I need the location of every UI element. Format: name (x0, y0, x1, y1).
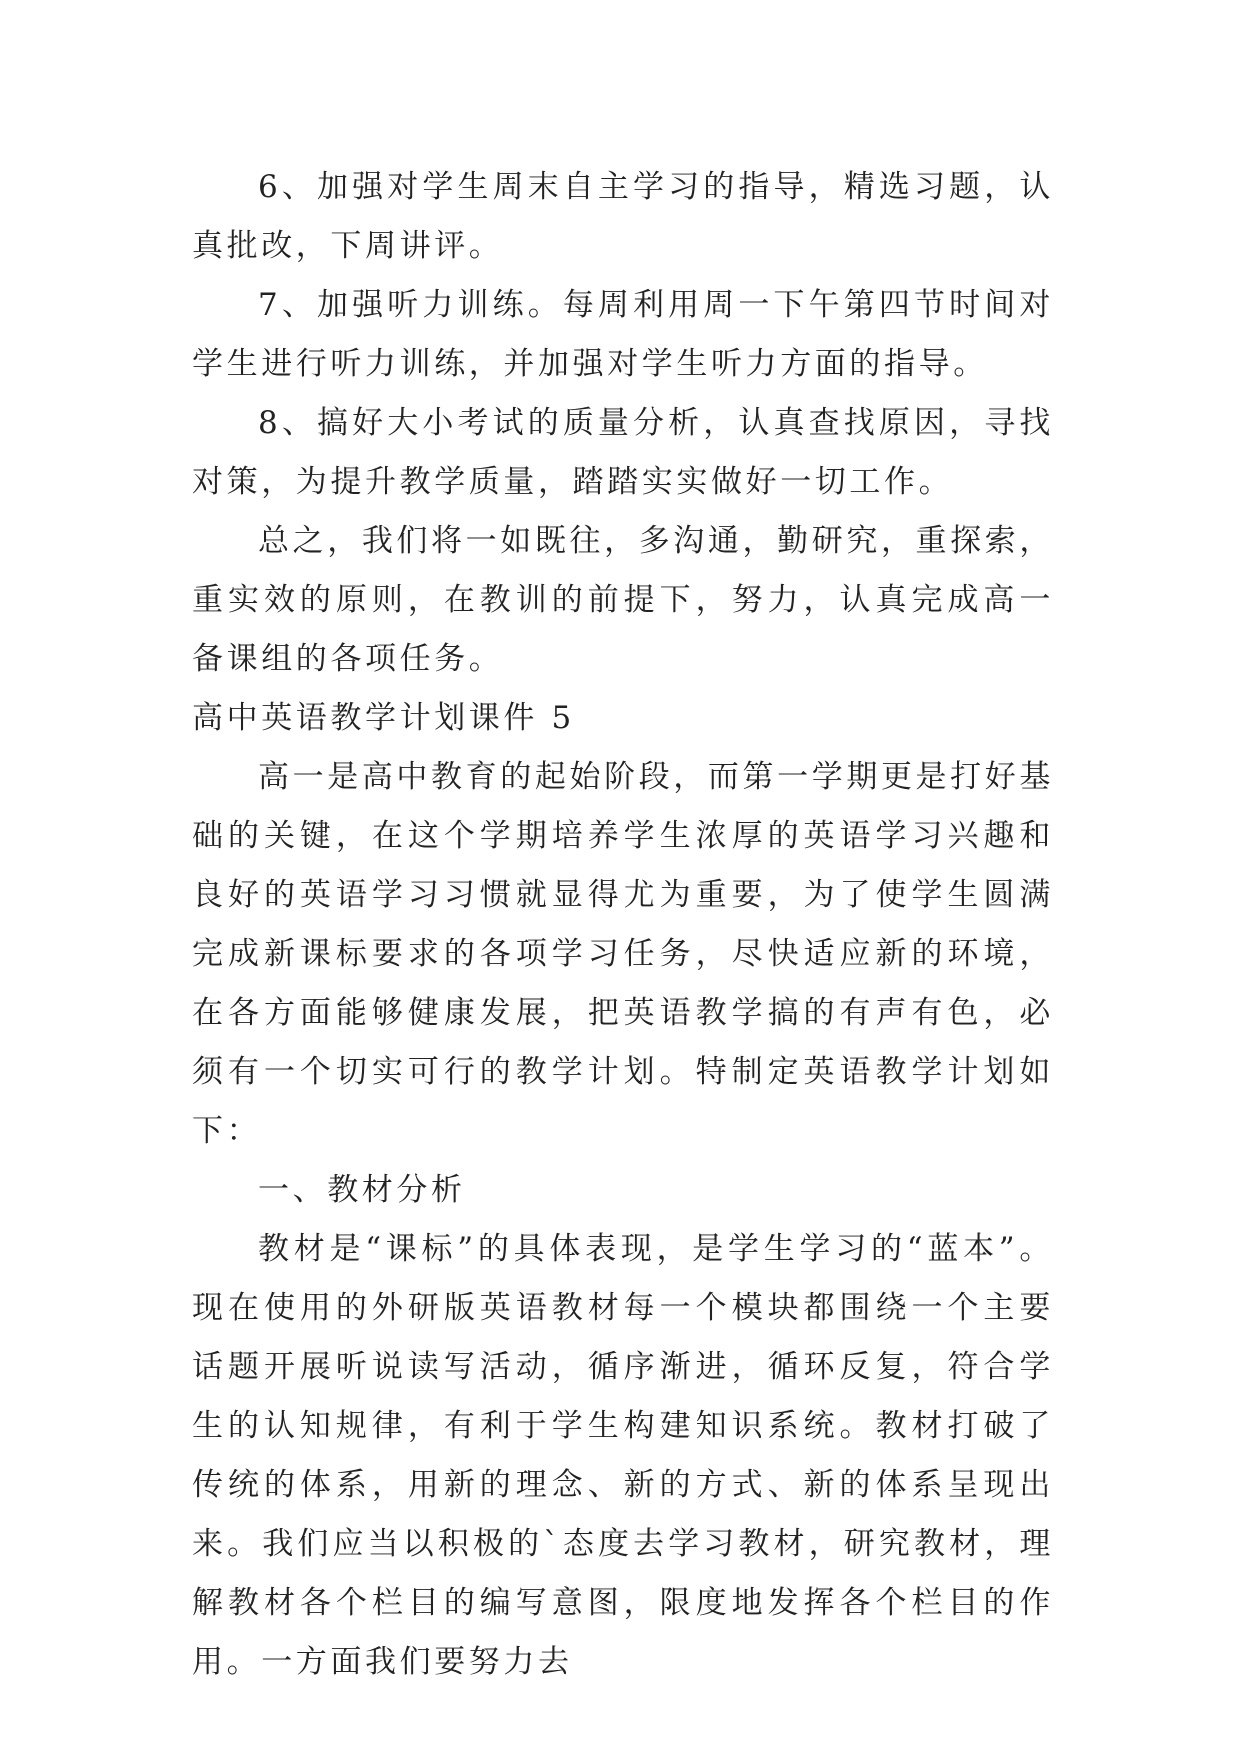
paragraph-item-8: 8、搞好大小考试的质量分析，认真查找原因，寻找对策，为提升教学质量，踏踏实实做好一切工作。 (192, 405, 1054, 500)
section-title: 高中英语教学计划课件 5 (192, 700, 575, 736)
intro-paragraph: 高一是高中教育的起始阶段，而第一学期更是打好基础的关键，在这个学期培养学生浓厚的英语学习兴趣和良好的英语学习习惯就显得尤为重要，为了使学生圆满完成新课标要求的各项学习任务，尽快适应新的环境，在各方面能够健康发展，把英语教学搞的有声有色，必须有一个切实可行的教学计划。特制定英语教学计划如下： (192, 759, 1054, 1149)
paragraph-item-6: 6、加强对学生周末自主学习的指导，精选习题，认真批改，下周讲评。 (192, 169, 1054, 264)
analysis-paragraph: 教材是“课标”的具体表现，是学生学习的“蓝本”。现在使用的外研版英语教材每一个模块都围绕一个主要话题开展听说读写活动，循序渐进，循环反复，符合学生的认知规律，有利于学生构建知识系统。教材打破了传统的体系，用新的理念、新的方式、新的体系呈现出来。我们应当以积极的`态度去学习教材，研究教材，理解教材各个栏目的编写意图，限度地发挥各个栏目的作用。一方面我们要努力去 (192, 1231, 1054, 1680)
summary-paragraph: 总之，我们将一如既往，多沟通，勤研究，重探索，重实效的原则，在教训的前提下，努力，认真完成高一备课组的各项任务。 (192, 523, 1054, 677)
paragraph-item-7: 7、加强听力训练。每周利用周一下午第四节时间对学生进行听力训练，并加强对学生听力方面的指导。 (192, 287, 1054, 382)
document-page (192, 158, 1054, 1692)
subheading-textbook-analysis: 一、教材分析 (258, 1172, 466, 1208)
